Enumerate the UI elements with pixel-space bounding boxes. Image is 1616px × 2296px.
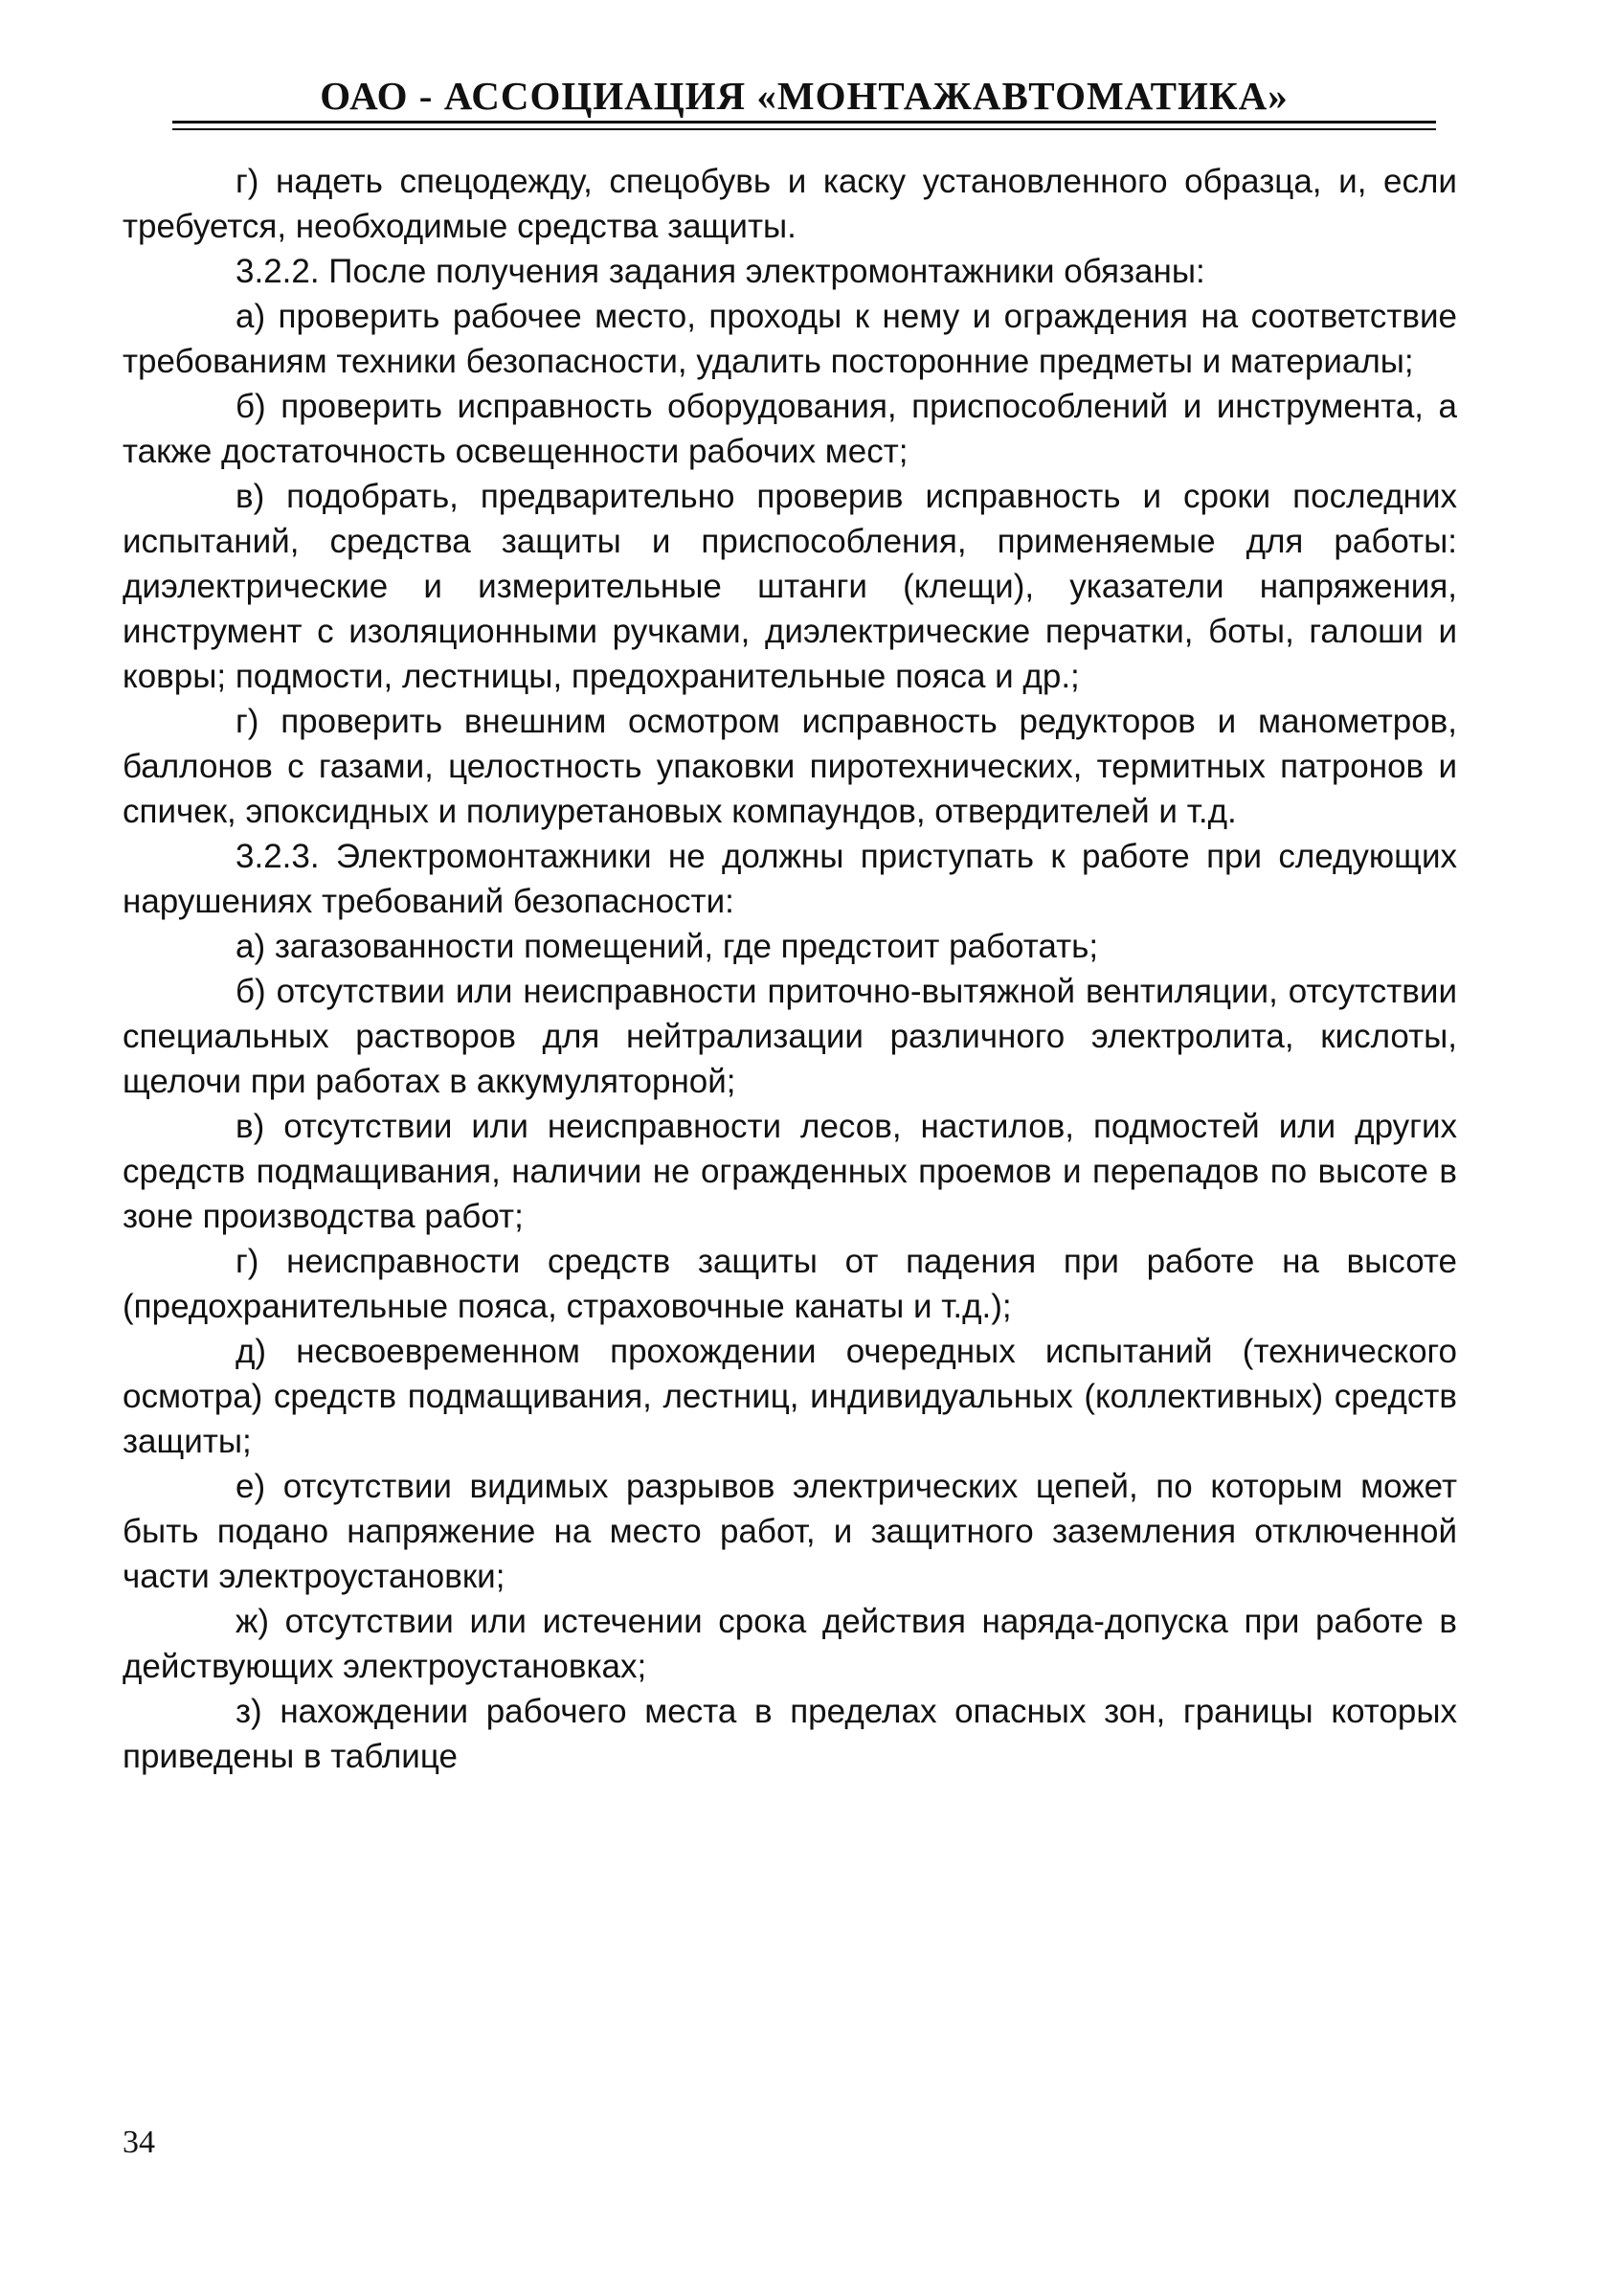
paragraph: 3.2.2. После получения задания электромонтажники обязаны: [236,253,1205,290]
paragraph: 3.2.3. Электромонтажники не должны приступать к работе при следующих нарушениях требований безопасности: [123,838,1457,920]
paragraph: а) проверить рабочее место, проходы к нему и ограждения на соответствие требованиям техники безопасности, удалить посторонние предметы и материалы; [123,298,1457,380]
header-rule-thin [172,128,1436,130]
paragraph: д) несвоевременном прохождении очередных испытаний (технического осмотра) средств подмащивания, лестниц, индивидуальных (коллективных) средств защиты; [123,1333,1457,1460]
body-text [123,159,1457,1779]
page-number: 34 [123,2125,155,2160]
page-header-title: ОАО - АССОЦИАЦИЯ «МОНТАЖАВТОМАТИКА» [320,74,1289,118]
paragraph: б) отсутствии или неисправности приточно-вытяжной вентиляции, отсутствии специальных растворов для нейтрализации различного электролита, кислоты, щелочи при работах в аккумуляторной; [123,973,1457,1100]
paragraph: в) подобрать, предварительно проверив исправность и сроки последних испытаний, средства защиты и приспособления, применяемые для работы: диэлектрические и измерительные штанги (клещи), указатели напряжения, инструмент с изоляционными ручками, диэлектрические перчатки, боты, галоши и ковры; подмости, лестницы, предохранительные пояса и др.; [123,478,1457,695]
paragraph: в) отсутствии или неисправности лесов, настилов, подмостей или других средств подмащивания, наличии не огражденных проемов и перепадов по высоте в зоне производства работ; [123,1108,1457,1235]
paragraph: ж) отсутствии или истечении срока действия наряда-допуска при работе в действующих электроустановках; [123,1603,1457,1685]
paragraph: г) неисправности средств защиты от падения при работе на высоте (предохранительные пояса, страховочные канаты и т.д.); [123,1243,1457,1325]
paragraph: з) нахождении рабочего места в пределах опасных зон, границы которых приведены в таблице [123,1693,1457,1775]
paragraph: г) проверить внешним осмотром исправность редукторов и манометров, баллонов с газами, целостность упаковки пиротехнических, термитных патронов и спичек, эпоксидных и полиуретановых компаундов, отвердителей и т.д. [123,703,1457,830]
paragraph: г) надеть спецодежду, спецобувь и каску установленного образца, и, если требуется, необходимые средства защиты. [123,163,1457,245]
header-rule-thick [172,121,1436,124]
paragraph: е) отсутствии видимых разрывов электрических цепей, по которым может быть подано напряжение на место работ, и защитного заземления отключенной части электроустановки; [123,1468,1457,1595]
paragraph: а) загазованности помещений, где предстоит работать; [236,928,1099,965]
paragraph: б) проверить исправность оборудования, приспособлений и инструмента, а также достаточность освещенности рабочих мест; [123,388,1457,470]
